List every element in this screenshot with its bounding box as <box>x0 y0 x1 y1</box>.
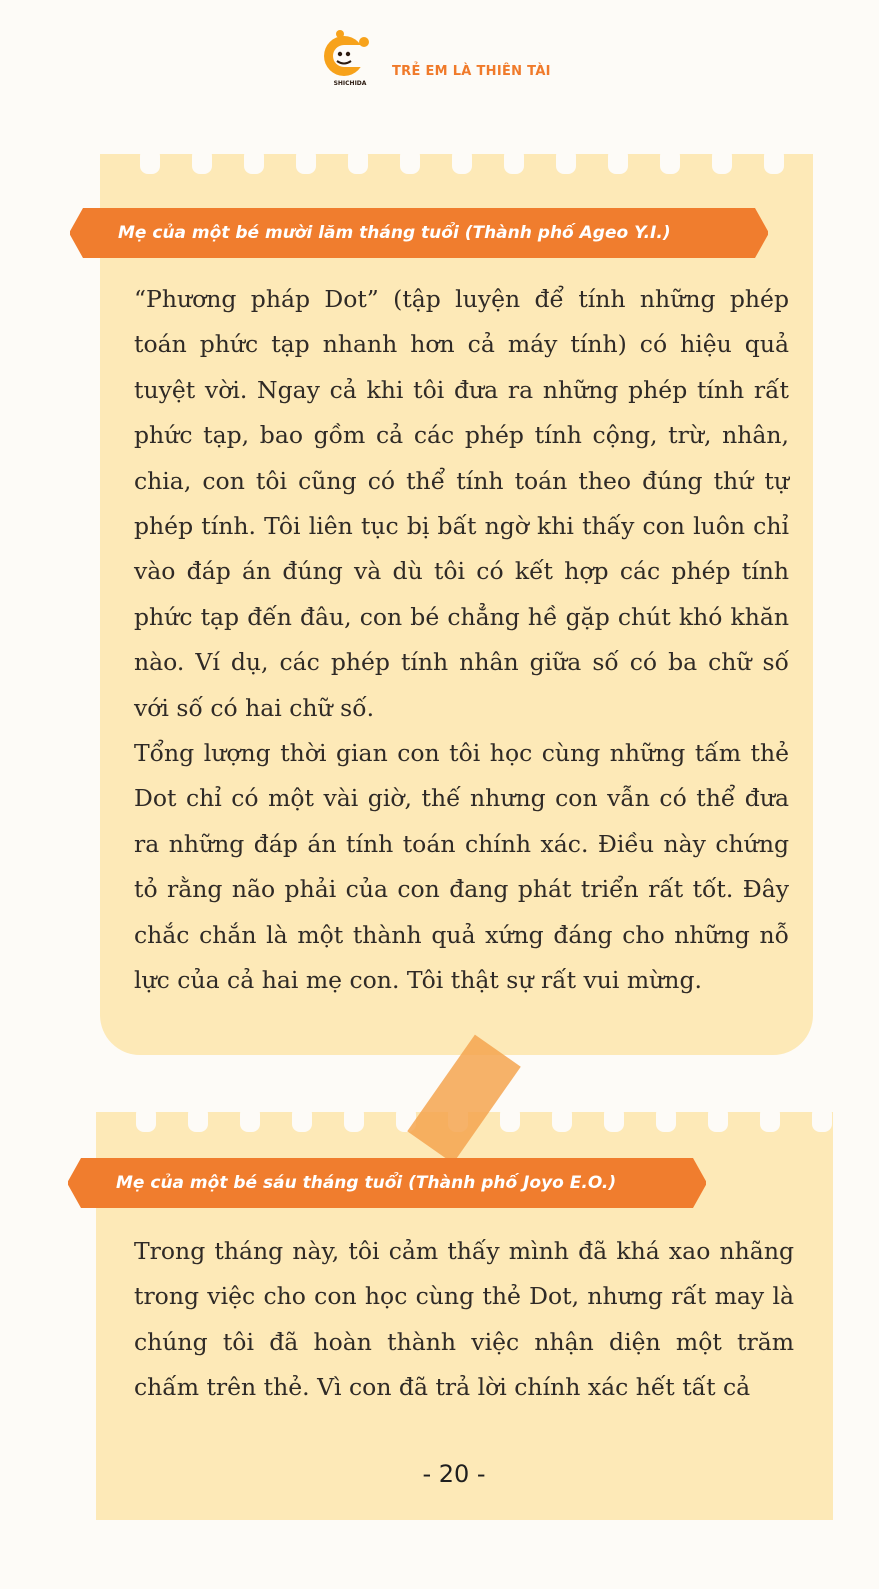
punch-holes <box>100 148 813 176</box>
series-title: TRẺ EM LÀ THIÊN TÀI <box>392 64 551 79</box>
testimonial-author-banner <box>70 208 768 258</box>
page-header <box>0 0 879 110</box>
logo-text: SHICHIDA <box>333 80 367 87</box>
testimonial-author: Mẹ của một bé mười lăm tháng tuổi (Thành phố Ageo Y.I.) <box>118 223 671 243</box>
testimonial-paragraph: Tổng lượng thời gian con tôi học cùng những tấm thẻ Dot chỉ có một vài giờ, thế nhưng con vẫn có thể đưa ra những đáp án tính toán chính xác. Điều này chứng tỏ rằng não phải của con đang phát triển rất tốt. Đây chắc chắn là một thành quả xứng đáng cho những nỗ lực của cả hai mẹ con. Tôi thật sự rất vui mừng. <box>134 739 789 995</box>
testimonial-paragraph: Trong tháng này, tôi cảm thấy mình đã khá xao nhãng trong việc cho con học cùng thẻ Dot, nhưng rất may là chúng tôi đã hoàn thành việc nhận diện một trăm chấm trên thẻ. Vì con đã trả lời chính xác hết tất cả <box>134 1237 794 1402</box>
testimonial-author: Mẹ của một bé sáu tháng tuổi (Thành phố Joyo E.O.) <box>116 1173 617 1193</box>
page-number: - 20 - <box>422 1460 486 1488</box>
testimonial-author-banner <box>68 1158 706 1208</box>
testimonial-paragraph: “Phương pháp Dot” (tập luyện để tính những phép toán phức tạp nhanh hơn cả máy tính) có hiệu quả tuyệt vời. Ngay cả khi tôi đưa ra những phép tính rất phức tạp, bao gồm cả các phép tính cộng, trừ, nhân, chia, con tôi cũng có thể tính toán theo đúng thứ tự phép tính. Tôi liên tục bị bất ngờ khi thấy con luôn chỉ vào đáp án đúng và dù tôi có kết hợp các phép tính phức tạp đến đâu, con bé chẳng hề gặp chút khó khăn nào. Ví dụ, các phép tính nhân giữa số có ba chữ số với số có hai chữ số. <box>134 285 789 722</box>
